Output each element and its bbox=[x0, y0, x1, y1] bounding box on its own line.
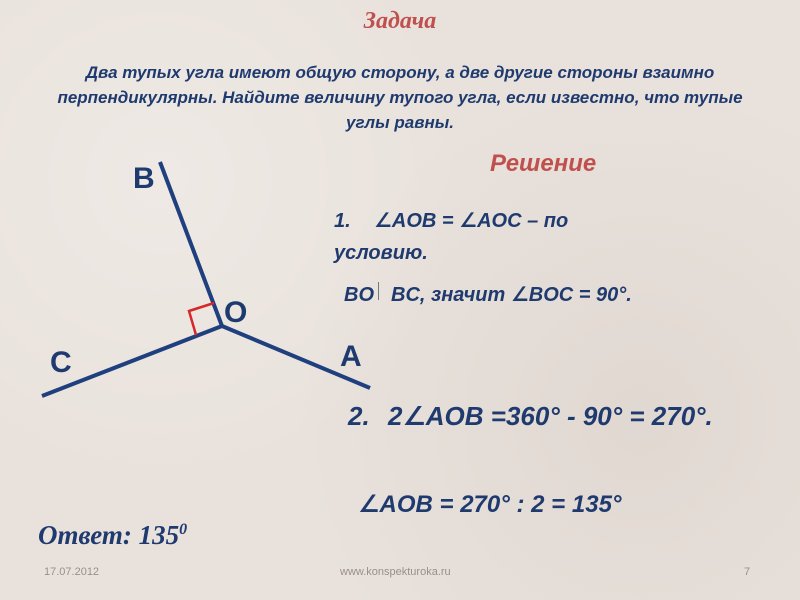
perpendicular-mark bbox=[378, 282, 387, 300]
footer-site: www.konspekturoka.ru bbox=[340, 566, 451, 578]
step-number: 1. bbox=[334, 210, 351, 232]
point-label-b: B bbox=[133, 162, 155, 195]
step-text: ∠AOB = ∠AOC – по условию. bbox=[334, 210, 569, 264]
step-text: 2∠AOB =360° - 90° = 270°. bbox=[388, 401, 713, 431]
answer-text: Ответ: 135 bbox=[38, 520, 180, 550]
footer-page-number: 7 bbox=[744, 566, 751, 578]
step-number: 2. bbox=[348, 401, 370, 431]
solution-step-1 bbox=[334, 205, 664, 269]
point-label-o: O bbox=[224, 296, 248, 329]
slide-title: Задача bbox=[363, 8, 437, 34]
answer bbox=[38, 520, 187, 551]
step-text-right: BC, значит ∠BOC = 90°. bbox=[391, 284, 632, 306]
solution-title: Решение bbox=[490, 150, 597, 177]
step-text-left: BO bbox=[344, 284, 374, 306]
solution-step-1b bbox=[344, 282, 632, 307]
footer-date: 17.07.2012 bbox=[44, 566, 100, 578]
answer-degree-sup: 0 bbox=[179, 521, 188, 538]
ray-ob bbox=[160, 162, 222, 326]
point-label-c: C bbox=[50, 346, 72, 379]
solution-step-3: ∠AOB = 270° : 2 = 135° bbox=[358, 491, 622, 518]
problem-statement: Два тупых угла имеют общую сторону, а две другие стороны взаимно перпендикулярны. Найдите величину тупого угла, если известно, что тупые углы равны. bbox=[57, 63, 743, 132]
point-label-a: A bbox=[340, 340, 362, 373]
solution-step-2 bbox=[348, 398, 748, 434]
